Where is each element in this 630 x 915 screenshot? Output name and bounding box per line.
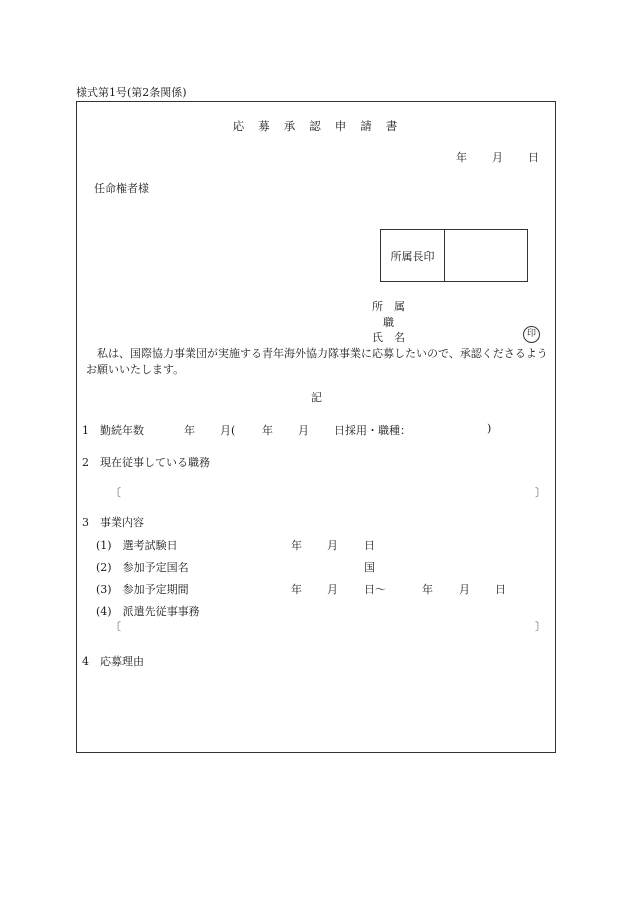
seal-box bbox=[380, 229, 528, 282]
item3-sub3-label: (3) 参加予定期間 bbox=[96, 583, 189, 596]
title-char: 承 bbox=[283, 119, 296, 133]
item4-label: 4 応募理由 bbox=[82, 655, 144, 668]
item1-month2: 月 bbox=[298, 424, 309, 437]
item1-month-open: 月( bbox=[220, 424, 236, 437]
item3-sub3-year: 年 bbox=[291, 583, 302, 596]
form-number: 様式第1号(第2条関係) bbox=[76, 86, 187, 99]
item1-year: 年 bbox=[184, 424, 195, 437]
document-title bbox=[0, 118, 630, 134]
item3-sub1-label: (1) 選考試験日 bbox=[96, 539, 178, 552]
item2-label: 2 現在従事している職務 bbox=[82, 456, 210, 469]
title-char: 認 bbox=[309, 119, 321, 133]
applicant-name: 氏 名 bbox=[372, 331, 405, 344]
item3-sub1-year: 年 bbox=[291, 539, 302, 552]
title-char: 応 bbox=[232, 119, 245, 133]
addressee: 任命権者様 bbox=[94, 182, 149, 195]
date-year: 年 bbox=[456, 151, 467, 164]
form-frame bbox=[76, 101, 556, 753]
item3-sub1-month: 月 bbox=[327, 539, 338, 552]
item3-label: 3 事業内容 bbox=[82, 516, 144, 529]
item3-sub4-bracket-open: 〔 bbox=[110, 620, 121, 633]
ki-heading: 記 bbox=[311, 391, 322, 404]
title-char: 請 bbox=[360, 119, 372, 133]
item1-hire-type: 日採用・職種： bbox=[334, 424, 411, 437]
title-char: 申 bbox=[334, 119, 347, 133]
date-day: 日 bbox=[528, 151, 539, 164]
request-paragraph: 私は、国際協力事業団が実施する青年海外協力隊事業に応募したいので、承認くださるようお願いいたします。 bbox=[86, 347, 548, 376]
item1-close: ) bbox=[487, 422, 492, 435]
item3-sub2-label: (2) 参加予定国名 bbox=[96, 561, 189, 574]
title-char: 募 bbox=[258, 119, 270, 133]
applicant-position: 職 bbox=[383, 316, 394, 329]
item3-sub4-label: (4) 派遣先従事事務 bbox=[96, 605, 200, 618]
seal-box-label: 所属長印 bbox=[390, 250, 435, 263]
title-char: 書 bbox=[385, 119, 398, 133]
item1-label: 1 勤続年数 bbox=[82, 424, 144, 437]
item3-sub2-country: 国 bbox=[364, 561, 375, 574]
item3-sub3-month2: 月 bbox=[459, 583, 470, 596]
seal-box-divider bbox=[444, 230, 445, 281]
item1-year2: 年 bbox=[262, 424, 273, 437]
item3-sub3-day-tilde: 日～ bbox=[364, 583, 386, 596]
item3-sub4-bracket-close: 〕 bbox=[535, 620, 546, 633]
item2-bracket-close: 〕 bbox=[535, 486, 546, 499]
date-month: 月 bbox=[492, 151, 503, 164]
item3-sub3-month: 月 bbox=[327, 583, 338, 596]
applicant-affiliation: 所 属 bbox=[372, 300, 405, 313]
item2-bracket-open: 〔 bbox=[110, 486, 121, 499]
item3-sub3-year2: 年 bbox=[422, 583, 433, 596]
item3-sub3-day2: 日 bbox=[495, 583, 506, 596]
item3-sub1-day: 日 bbox=[364, 539, 375, 552]
seal-mark-icon: 印 bbox=[523, 326, 540, 343]
